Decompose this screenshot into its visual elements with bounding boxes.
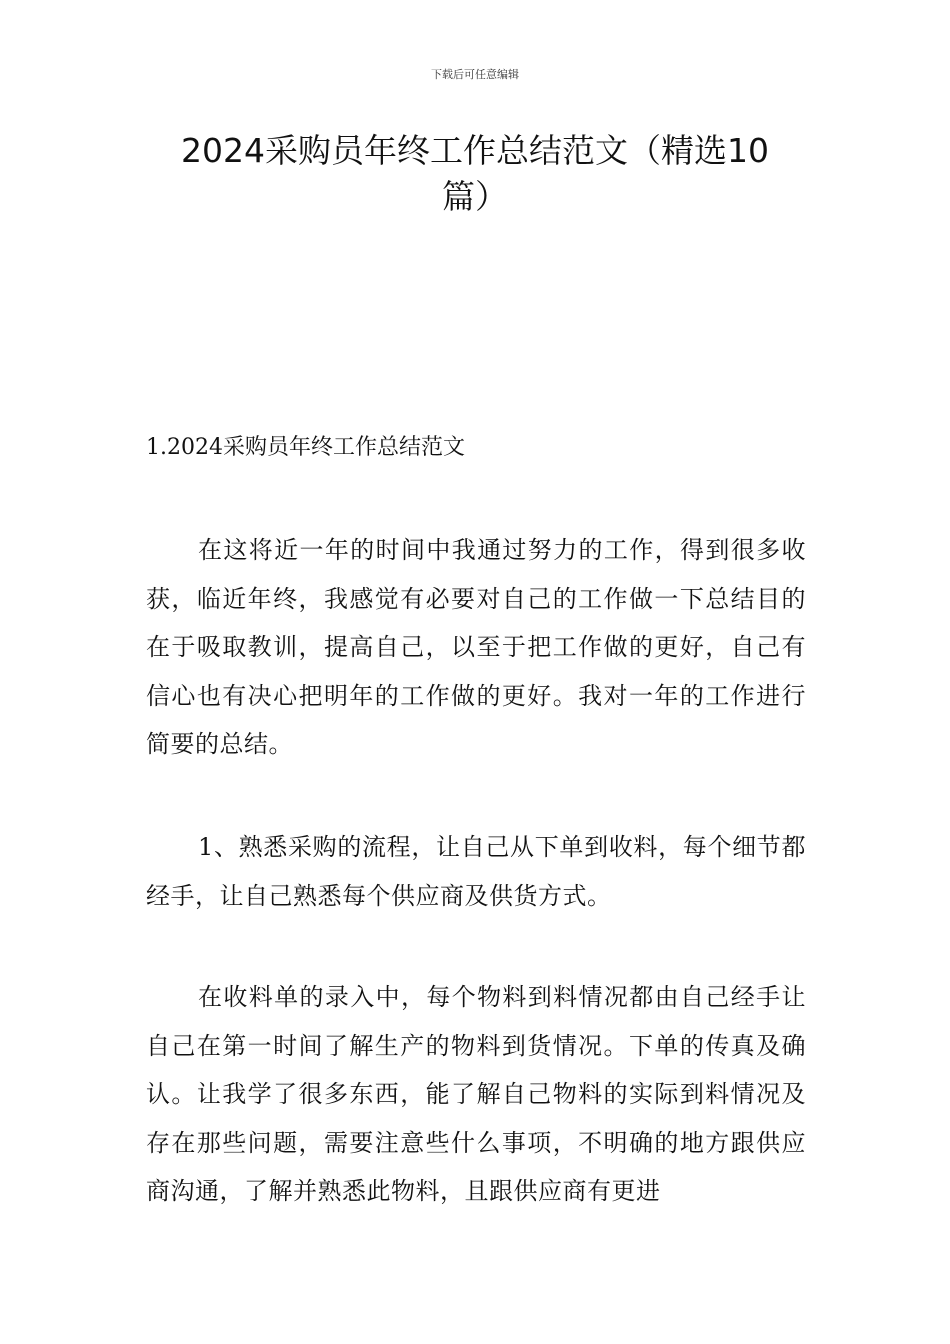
body-paragraph: 在这将近一年的时间中我通过努力的工作，得到很多收获，临近年终，我感觉有必要对自己的工作做一下总结目的在于吸取教训，提高自己，以至于把工作做的更好，自己有信心也有决心把明年的工作做的更好。我对一年的工作进行简要的总结。: [146, 536, 806, 758]
section-heading: 1.2024采购员年终工作总结范文: [146, 435, 465, 460]
header-note: 下载后可任意编辑: [431, 68, 519, 81]
document-title: 2024采购员年终工作总结范文（精选10篇）: [181, 131, 769, 216]
body-paragraph: 在收料单的录入中，每个物料到料情况都由自己经手让自己在第一时间了解生产的物料到货情况。下单的传真及确认。让我学了很多东西，能了解自己物料的实际到料情况及存在那些问题，需要注意些什么事项，不明确的地方跟供应商沟通，了解并熟悉此物料，且跟供应商有更进: [146, 983, 806, 1205]
body-paragraph: 1、熟悉采购的流程，让自己从下单到收料，每个细节都经手，让自己熟悉每个供应商及供货方式。: [146, 833, 806, 910]
